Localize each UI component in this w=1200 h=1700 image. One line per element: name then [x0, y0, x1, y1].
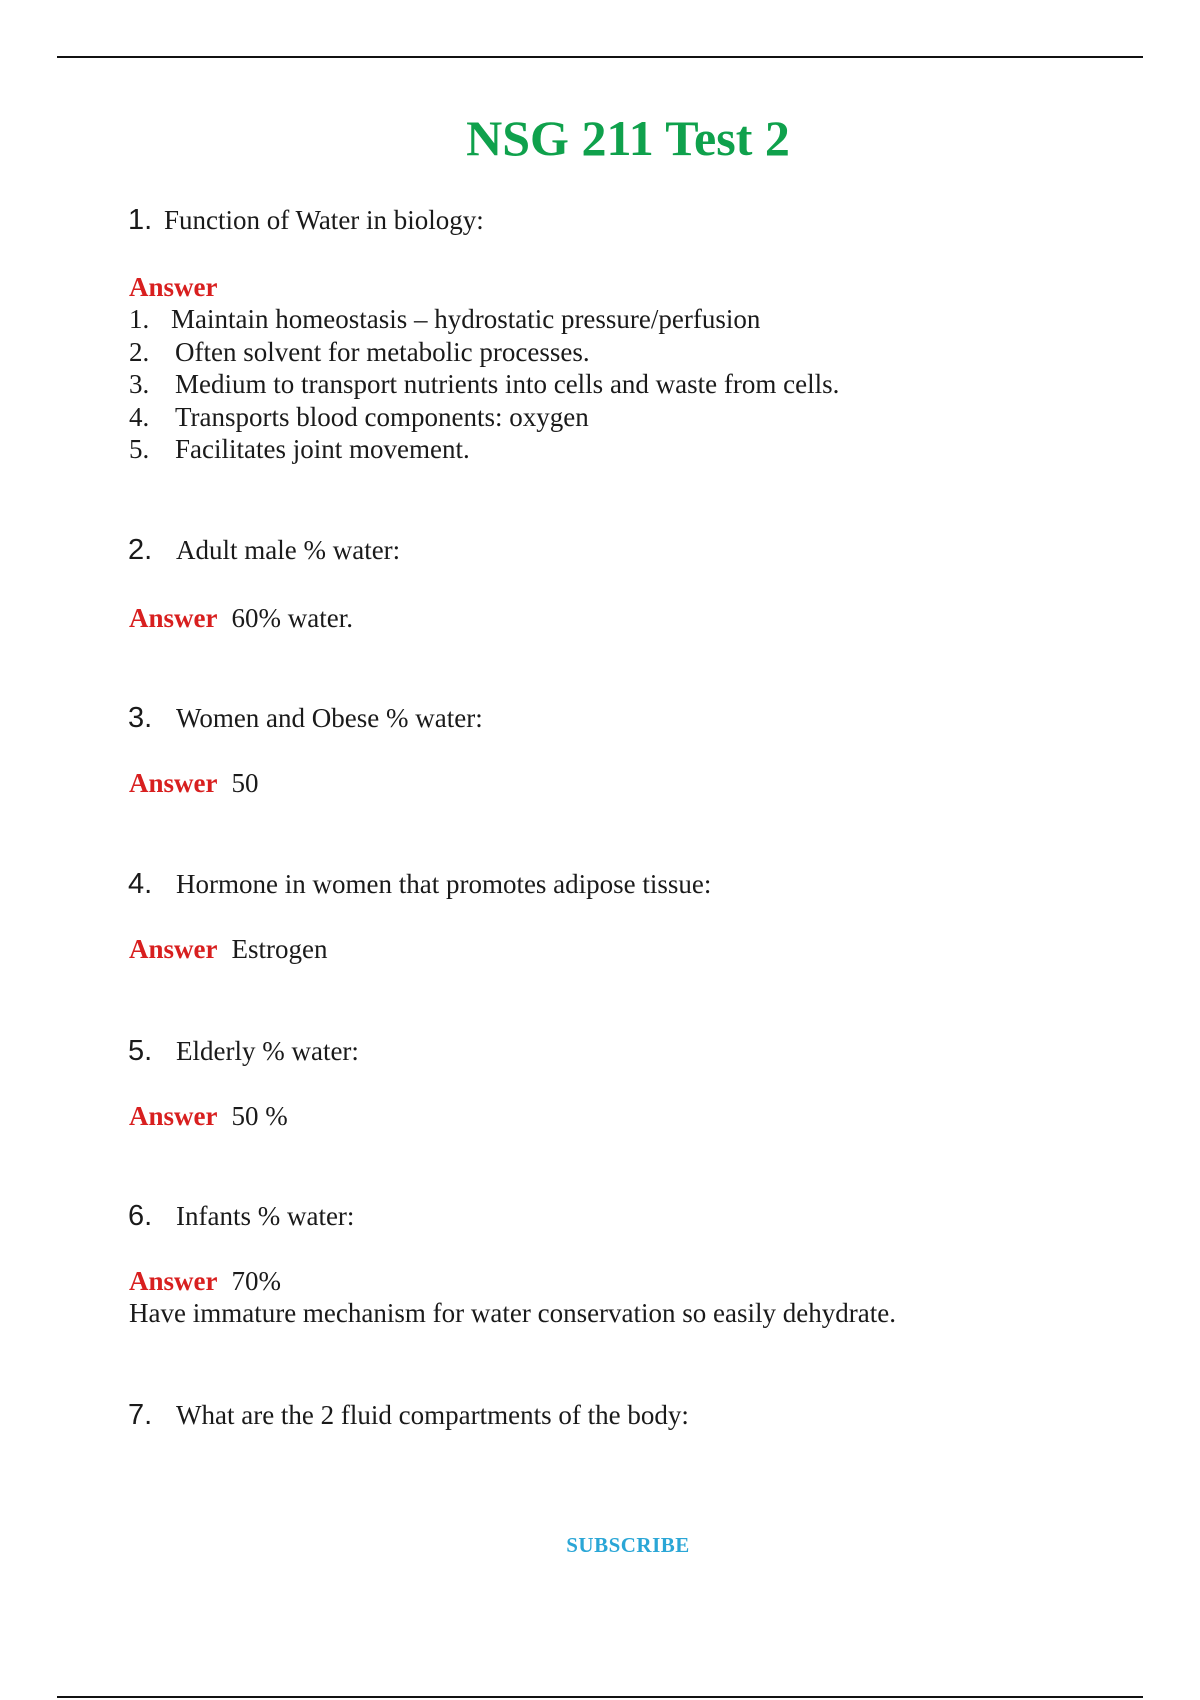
- question-text: Adult male % water:: [176, 535, 401, 565]
- answer-value: 50 %: [231, 1101, 288, 1131]
- question-2: [128, 533, 400, 567]
- question-text: Hormone in women that promotes adipose tissue:: [176, 869, 712, 899]
- answer-1-list: [129, 303, 839, 466]
- list-item: 4. Transports blood components: oxygen: [129, 401, 589, 432]
- answer-value: 60% water.: [231, 603, 353, 633]
- answer-label: Answer: [129, 1101, 218, 1131]
- answer-4: [129, 932, 327, 966]
- question-7: [128, 1398, 689, 1432]
- subscribe-link[interactable]: [0, 1533, 1200, 1558]
- list-item: 2. Often solvent for metabolic processes.: [129, 336, 590, 367]
- question-number: 1.: [128, 204, 153, 236]
- answer-6-note: Have immature mechanism for water conservation so easily dehydrate.: [129, 1298, 896, 1328]
- question-text: Elderly % water:: [176, 1036, 359, 1066]
- list-item: 3. Medium to transport nutrients into cells and waste from cells.: [129, 369, 840, 399]
- question-6: [128, 1199, 354, 1233]
- subscribe-label[interactable]: SUBSCRIBE: [566, 1533, 690, 1557]
- page-title: NSG 211 Test 2: [466, 110, 790, 166]
- question-text: Function of Water in biology:: [164, 205, 484, 235]
- answer-label: Answer: [129, 1266, 218, 1296]
- answer-5: [129, 1099, 288, 1133]
- answer-value: 50: [231, 768, 259, 798]
- question-text: Infants % water:: [176, 1201, 355, 1231]
- answer-1: [129, 270, 232, 304]
- answer-label: Answer: [129, 603, 218, 633]
- question-number: 3.: [128, 702, 153, 734]
- question-text: Women and Obese % water:: [176, 703, 483, 733]
- answer-label: Answer: [129, 934, 218, 964]
- question-number: 7.: [128, 1399, 153, 1431]
- question-text: What are the 2 fluid compartments of the body:: [176, 1400, 689, 1430]
- question-5: [128, 1034, 359, 1068]
- bottom-rule: [57, 1696, 1143, 1698]
- question-1: [128, 203, 484, 237]
- question-number: 6.: [128, 1200, 153, 1232]
- answer-label: Answer: [129, 272, 218, 302]
- list-item: 5. Facilitates joint movement.: [129, 434, 470, 464]
- answer-value: 70%: [231, 1266, 281, 1296]
- answer-value: Estrogen: [231, 934, 328, 964]
- question-3: [128, 701, 483, 735]
- question-4: [128, 867, 711, 901]
- answer-6: [129, 1264, 281, 1298]
- question-number: 5.: [128, 1035, 153, 1067]
- list-item: 1. Maintain homeostasis – hydrostatic pressure/perfusion: [129, 304, 761, 334]
- answer-3: [129, 766, 259, 800]
- question-number: 2.: [128, 534, 153, 566]
- answer-label: Answer: [129, 768, 218, 798]
- question-number: 4.: [128, 868, 153, 900]
- top-rule: [57, 56, 1143, 58]
- answer-2: [129, 601, 353, 635]
